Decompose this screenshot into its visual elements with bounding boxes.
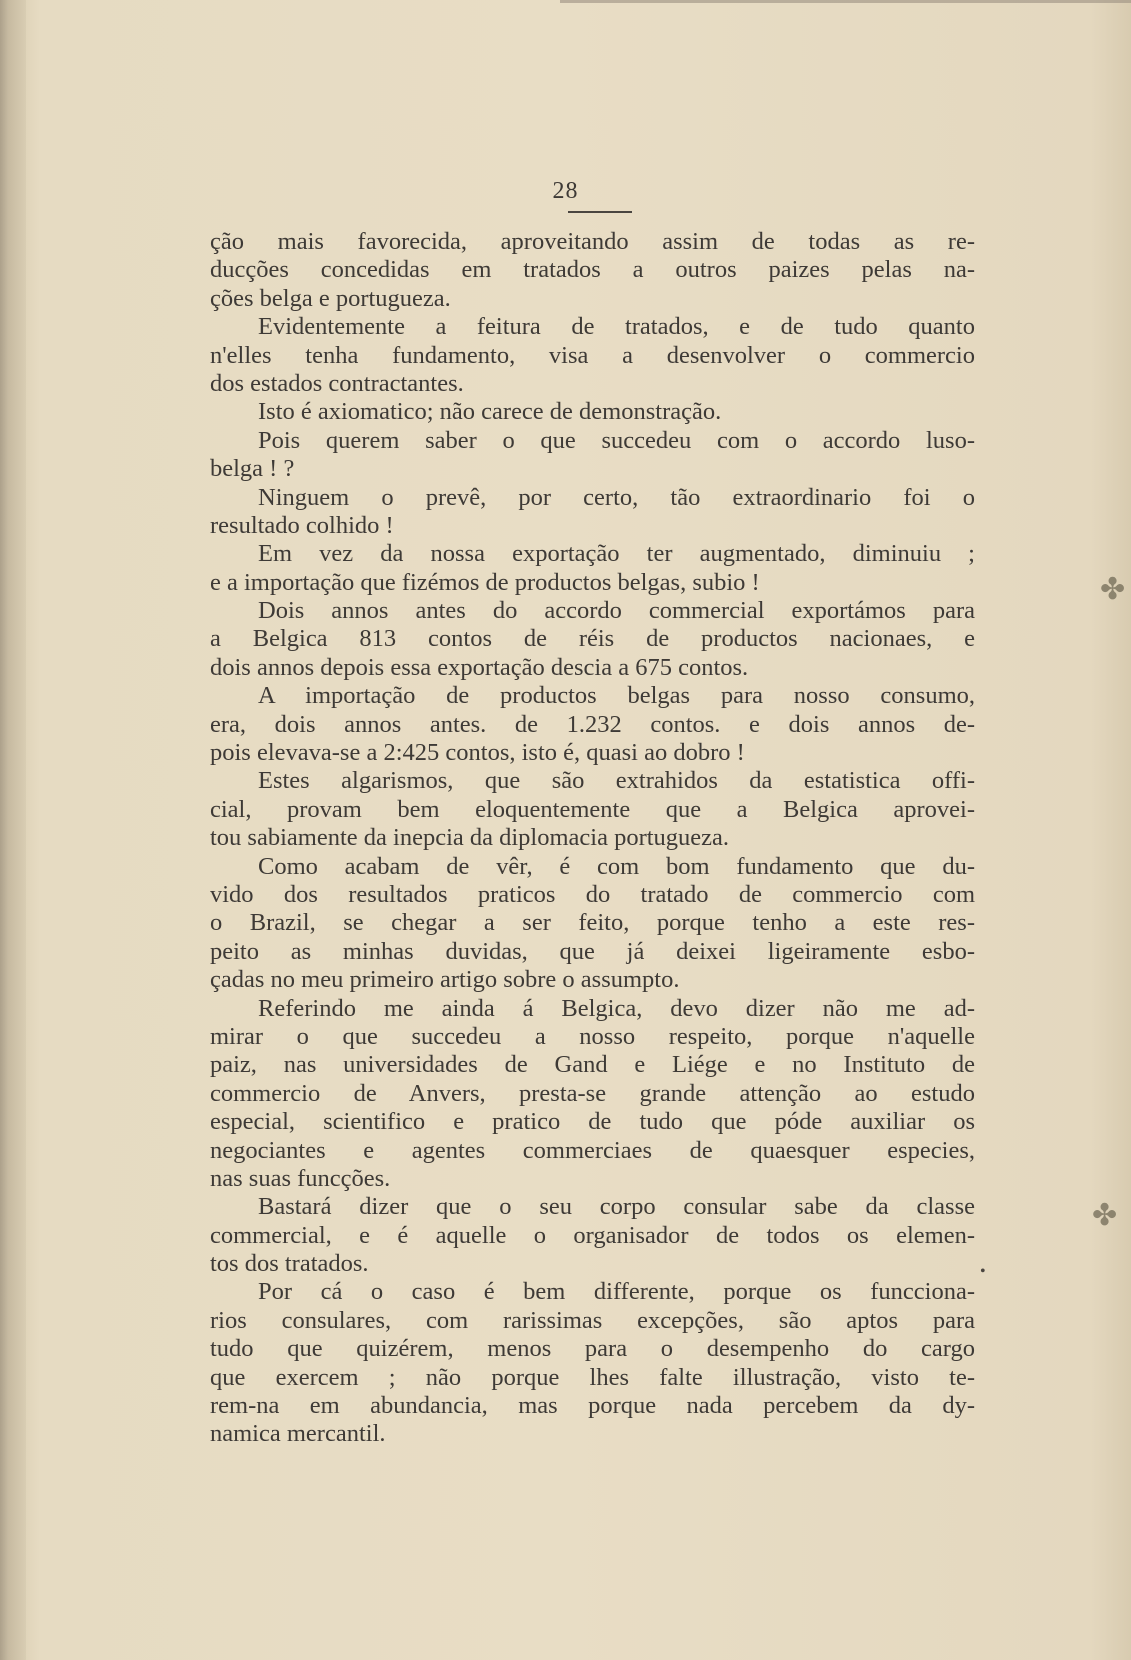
text-line: negociantes e agentes commerciaes de quaesquer especies, (210, 1136, 975, 1164)
text-line: Ninguem o prevê, por certo, tão extraordinario foi o (258, 483, 975, 511)
text-line: Estes algarismos, que são extrahidos da estatistica offi- (258, 767, 975, 795)
text-line: commercial, e é aquelle o organisador de todos os elemen- (210, 1221, 975, 1249)
text-line: tou sabiamente da inepcia da diplomacia portugueza. (210, 824, 730, 852)
text-line: rios consulares, com rarissimas excepções, são aptos para (210, 1306, 975, 1334)
page-number-rule (568, 211, 632, 213)
text-line: especial, scientifico e pratico de tudo que póde auxiliar os (210, 1108, 975, 1136)
text-line: vido dos resultados praticos do tratado de commercio com (210, 880, 975, 908)
body-text (210, 228, 975, 1449)
text-line: ducções concedidas em tratados a outros paizes pelas na- (210, 256, 975, 284)
margin-flourish-mark: ✤ (1100, 573, 1126, 606)
text-line: commercio de Anvers, presta-se grande attenção ao estudo (210, 1079, 975, 1107)
text-line: Pois querem saber o que succedeu com o accordo luso- (258, 426, 975, 454)
text-line: nas suas funcções. (210, 1164, 391, 1192)
text-line: belga ! ? (210, 455, 295, 483)
text-line: çadas no meu primeiro artigo sobre o assumpto. (210, 966, 680, 994)
text-line: Isto é axiomatico; não carece de demonstração. (258, 398, 722, 426)
text-line: cial, provam bem eloquentemente que a Belgica aprovei- (210, 795, 975, 823)
text-line: Por cá o caso é bem differente, porque os funcciona- (258, 1278, 975, 1306)
text-line: e a importação que fizémos de productos belgas, subio ! (210, 568, 760, 596)
text-line: n'elles tenha fundamento, visa a desenvolver o commercio (210, 341, 975, 369)
text-line: mirar o que succedeu a nosso respeito, porque n'aquelle (210, 1022, 975, 1050)
text-line: dois annos depois essa exportação descia a 675 contos. (210, 653, 749, 681)
page-number: 28 (552, 178, 579, 204)
text-line: a Belgica 813 contos de réis de productos nacionaes, e (210, 625, 975, 653)
text-line: paiz, nas universidades de Gand e Liége e no Instituto de (210, 1051, 975, 1079)
page-top-edge (560, 0, 1131, 3)
text-line: Como acabam de vêr, é com bom fundamento que du- (258, 852, 975, 880)
text-line: Dois annos antes do accordo commercial exportámos para (258, 597, 975, 625)
text-line: ções belga e portugueza. (210, 284, 451, 312)
text-line: rem-na em abundancia, mas porque nada percebem da dy- (210, 1392, 975, 1420)
text-line: ção mais favorecida, aproveitando assim de todas as re- (210, 228, 975, 255)
text-line: resultado colhido ! (210, 511, 394, 539)
text-line: namica mercantil. (210, 1420, 386, 1448)
text-line: tos dos tratados. (210, 1250, 369, 1278)
page-binding-edge (0, 0, 26, 1660)
text-line: pois elevava-se a 2:425 contos, isto é, quasi ao dobro ! (210, 739, 745, 767)
text-line: dos estados contractantes. (210, 369, 464, 397)
text-line: Referindo me ainda á Belgica, devo dizer não me ad- (258, 994, 975, 1022)
text-line: que exercem ; não porque lhes falte illustração, visto te- (210, 1363, 975, 1391)
text-line: peito as minhas duvidas, que já deixei ligeiramente esbo- (210, 937, 975, 965)
text-line: o Brazil, se chegar a ser feito, porque tenho a este res- (210, 909, 975, 937)
margin-flourish-mark: ✤ (1092, 1199, 1118, 1232)
text-line: tudo que quizérem, menos para o desempenho do cargo (210, 1335, 975, 1363)
text-line: Em vez da nossa exportação ter augmentado, diminuiu ; (258, 540, 975, 568)
text-line: Bastará dizer que o seu corpo consular sabe da classe (258, 1193, 975, 1221)
margin-dot: • (980, 1263, 986, 1280)
text-line: A importação de productos belgas para nosso consumo, (258, 682, 975, 710)
text-line: Evidentemente a feitura de tratados, e de tudo quanto (258, 313, 975, 341)
text-line: era, dois annos antes. de 1.232 contos. e dois annos de- (210, 710, 975, 738)
